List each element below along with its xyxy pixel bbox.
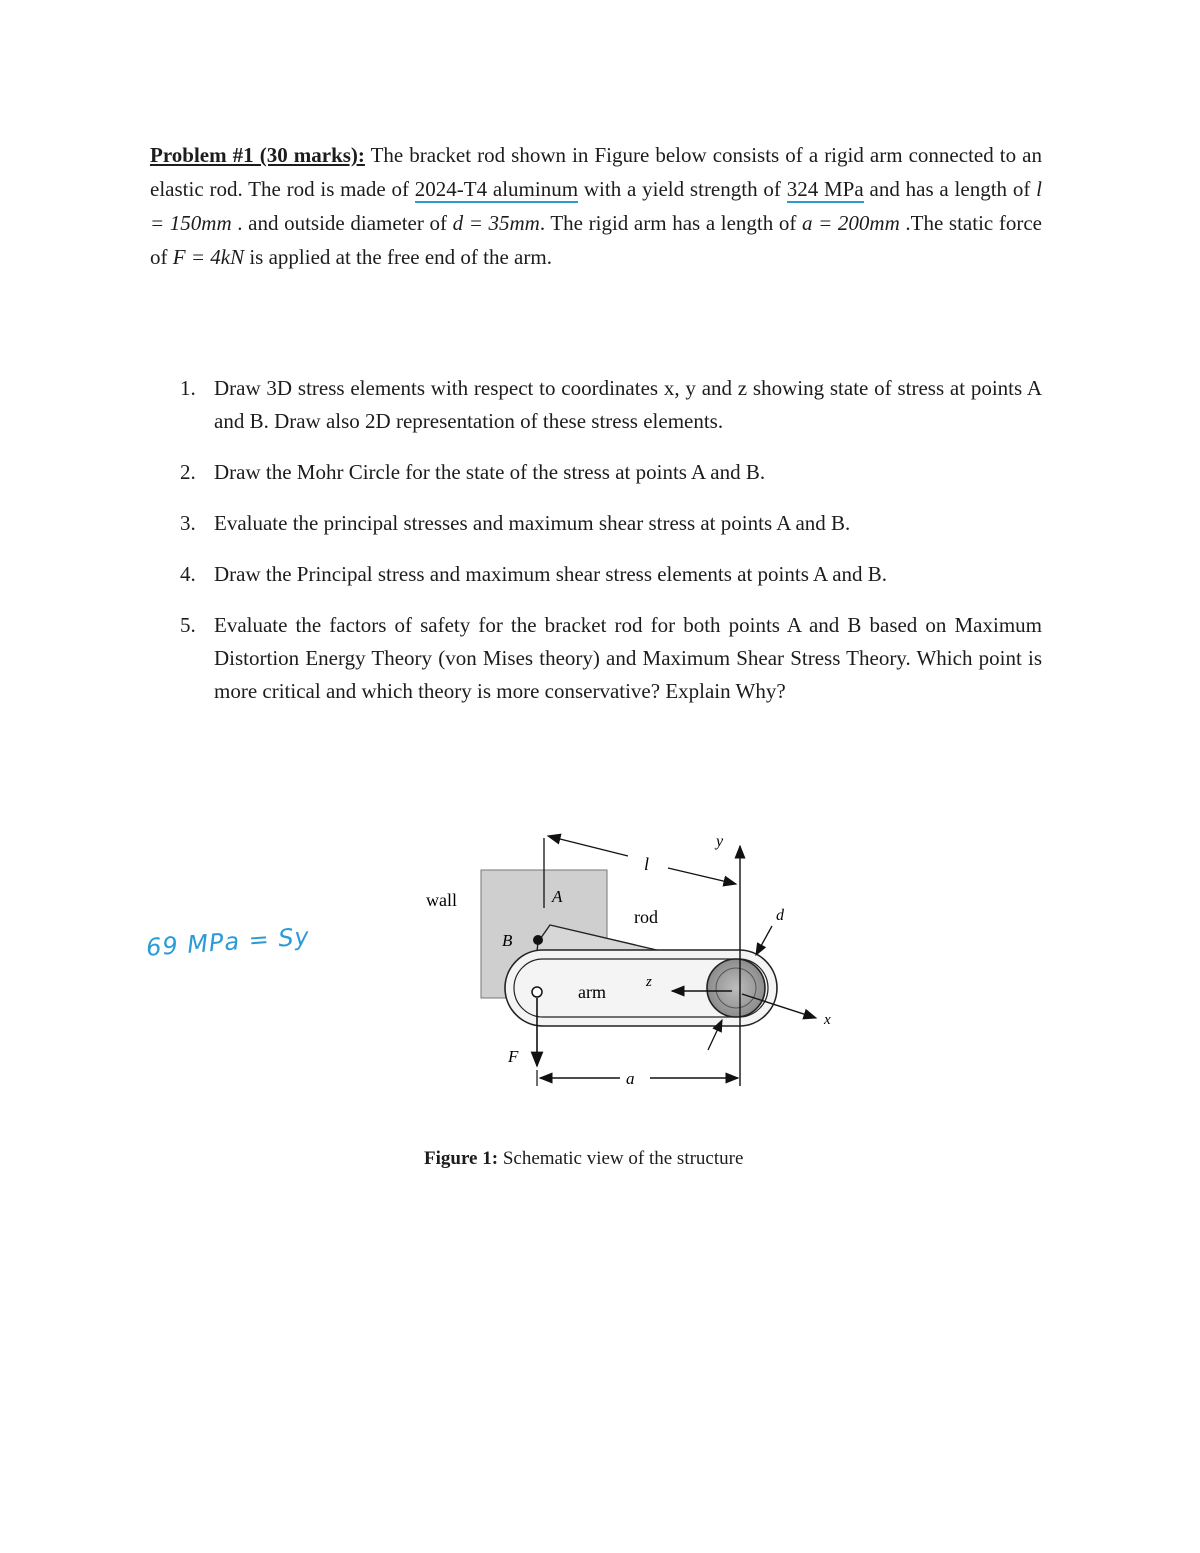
- list-item: [180, 609, 1042, 708]
- y-label: y: [716, 833, 724, 850]
- material-text: 2024-T4 aluminum: [414, 177, 579, 201]
- l-arrow-right: [668, 868, 736, 884]
- arm-length-expression: a = 200mm: [802, 211, 900, 235]
- question-number: 3.: [180, 511, 196, 535]
- yield-strength-text: 324 MPa: [786, 177, 864, 201]
- question-text: Draw 3D stress elements with respect to coordinates x, y and z showing state of stress at points A and B. Draw also 2D representation of these stress elements.: [214, 376, 1042, 433]
- l-label: l: [644, 854, 650, 874]
- question-text: Draw the Mohr Circle for the state of the stress at points A and B.: [214, 460, 766, 484]
- problem-heading: Problem #1 (30 marks):: [150, 143, 365, 167]
- d-label: d: [776, 907, 784, 924]
- question-number: 2.: [180, 460, 196, 484]
- bracket-figure: [420, 822, 840, 1102]
- figure-caption-label: Figure 1:: [424, 1148, 499, 1169]
- question-number: 4.: [180, 562, 196, 586]
- a-label: a: [626, 1069, 635, 1088]
- intro-text-3: and has a length of: [863, 177, 1037, 201]
- handwritten-note: 69 MPa = Sy: [145, 922, 311, 962]
- intro-text-4: . and outside diameter of: [231, 211, 453, 235]
- intro-text-6: .The static force of: [150, 211, 1042, 269]
- question-number: 1.: [180, 376, 196, 400]
- intro-text-7: is applied at the free end of the arm.: [244, 245, 552, 269]
- problem-statement: [150, 138, 1042, 274]
- question-text: Evaluate the factors of safety for the bracket rod for both points A and B based on Maximum Distortion Energy Theory (von Mises theory) and Maximum Shear Stress Theory. Which point is more critical and which theory is more conservative? Explain Why?: [214, 613, 1042, 703]
- list-item: [180, 558, 1042, 591]
- wall-label: wall: [426, 890, 457, 910]
- diameter-expression: d = 35mm: [452, 211, 540, 235]
- intro-text-2: with a yield strength of: [578, 177, 787, 201]
- list-item: [180, 372, 1042, 438]
- list-item: [180, 456, 1042, 489]
- point-b-label: B: [502, 931, 513, 950]
- force-expression: F = 4kN: [172, 245, 245, 269]
- intro-text-5: . The rigid arm has a length of: [539, 211, 802, 235]
- l-arrow-left: [548, 836, 628, 856]
- point-a-label: A: [552, 887, 563, 906]
- length-expression: l = 150mm: [150, 177, 1042, 235]
- point-b-dot: [533, 935, 543, 945]
- question-number: 5.: [180, 613, 196, 637]
- load-point: [532, 987, 542, 997]
- list-item: [180, 507, 1042, 540]
- figure-caption: [424, 1148, 743, 1170]
- arm-label: arm: [578, 982, 606, 1002]
- rod-label: rod: [634, 907, 658, 927]
- question-text: Evaluate the principal stresses and maximum shear stress at points A and B.: [214, 511, 851, 535]
- figure-caption-text: Schematic view of the structure: [498, 1148, 744, 1169]
- intro-text-1: The bracket rod shown in Figure below consists of a rigid arm connected to an elastic rod. The rod is made of: [150, 143, 1042, 201]
- question-list: [180, 372, 1042, 708]
- question-text: Draw the Principal stress and maximum shear stress elements at points A and B.: [214, 562, 888, 586]
- z-label: z: [646, 974, 652, 990]
- x-label: x: [824, 1012, 831, 1028]
- d-arrow-top: [756, 926, 772, 955]
- f-label: F: [508, 1047, 519, 1066]
